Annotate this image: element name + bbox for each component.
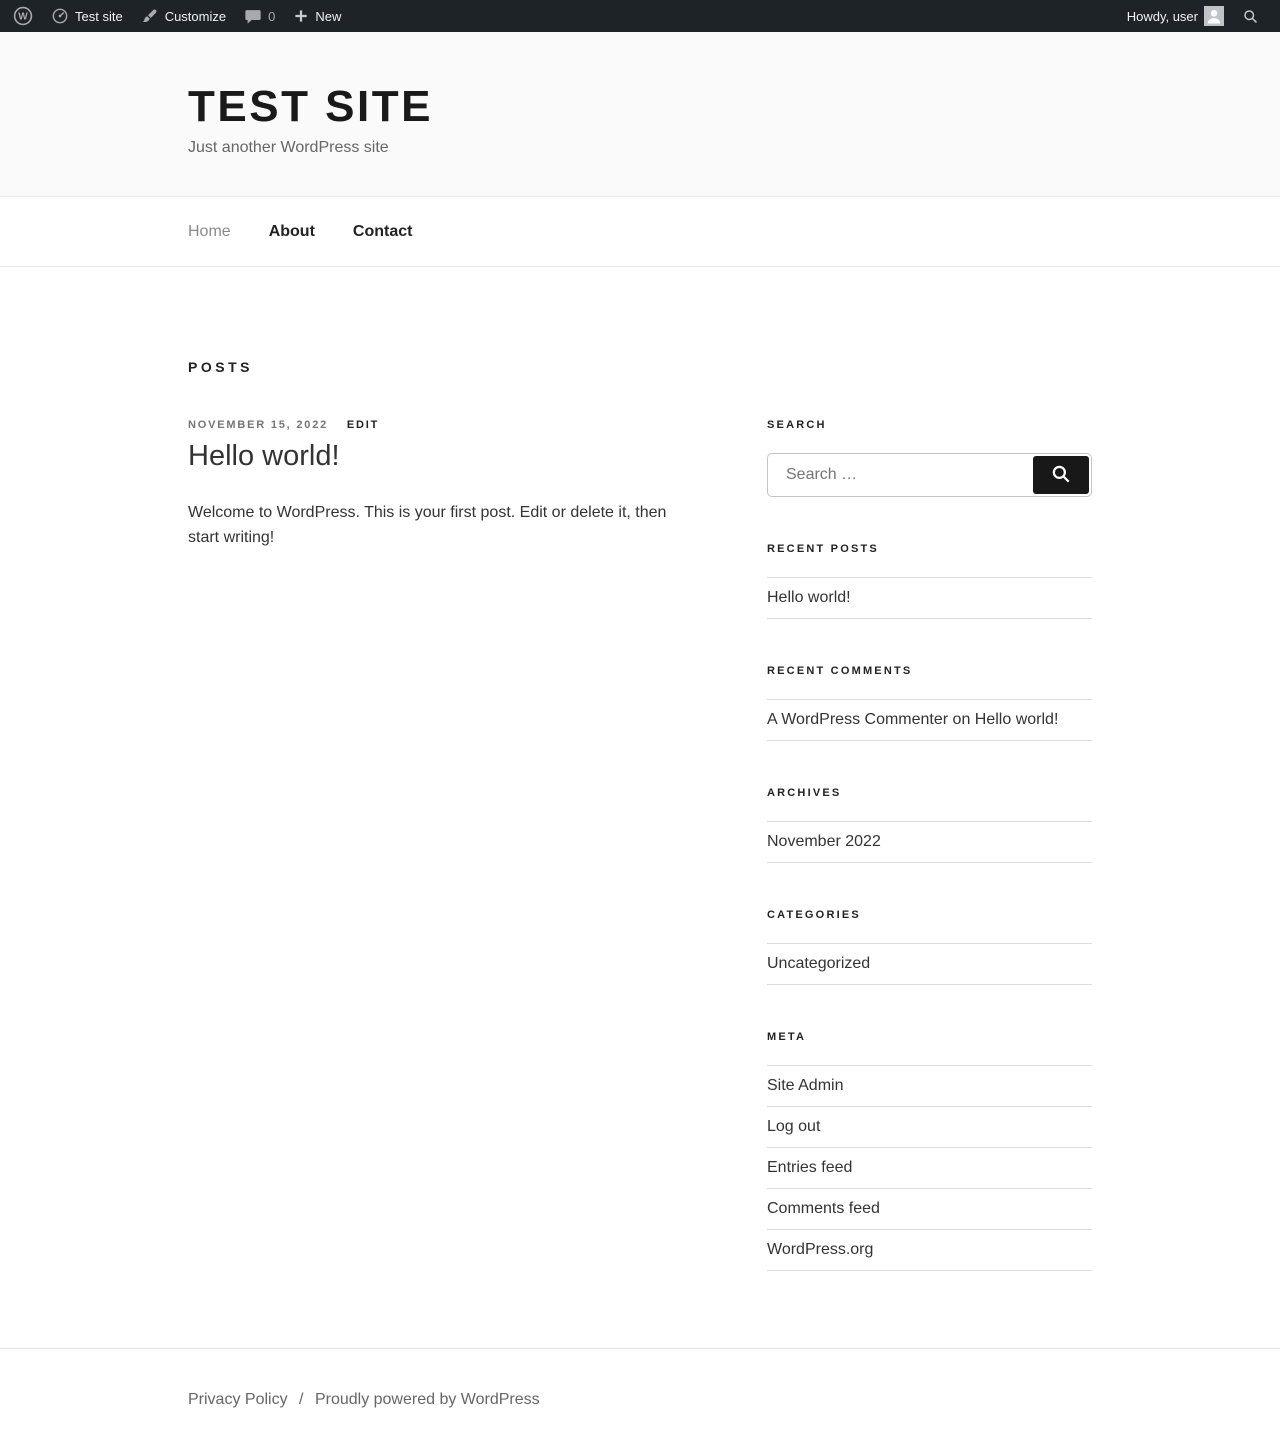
category-link[interactable]: Uncategorized: [767, 955, 871, 972]
site-title: [188, 82, 1092, 132]
list-item: [767, 1230, 1092, 1271]
admin-bar-howdy-label: Howdy, user: [1126, 8, 1198, 24]
meta-entries-feed-link[interactable]: Entries feed: [767, 1159, 853, 1176]
post-meta: [188, 419, 703, 431]
list-item: [767, 944, 1092, 985]
recent-posts-widget: [767, 543, 1092, 619]
post-title-link[interactable]: Hello world!: [188, 440, 340, 472]
list-item: [767, 1148, 1092, 1189]
recent-post-link[interactable]: Hello world!: [767, 589, 851, 606]
admin-bar-comment-count: 0: [268, 8, 276, 24]
dashboard-gauge-icon: [51, 7, 69, 25]
plus-icon: [293, 8, 309, 24]
comment-author-link[interactable]: A WordPress Commenter: [767, 711, 949, 728]
powered-by-link[interactable]: Proudly powered by WordPress: [314, 1391, 540, 1408]
admin-bar-new[interactable]: [284, 0, 350, 32]
comment-connector: on: [952, 711, 971, 728]
meta-log-out-link[interactable]: Log out: [767, 1118, 821, 1135]
nav-item-contact[interactable]: Contact: [352, 222, 413, 240]
privacy-policy-link[interactable]: Privacy Policy: [188, 1391, 288, 1408]
meta-site-admin-link[interactable]: Site Admin: [767, 1077, 844, 1094]
post-title: [188, 440, 703, 473]
wp-logo-menu[interactable]: [4, 0, 42, 32]
admin-bar-customize[interactable]: [132, 0, 235, 32]
recent-posts-title: RECENT POSTS: [767, 543, 879, 555]
post-edit-link[interactable]: EDIT: [346, 419, 380, 431]
admin-bar-search[interactable]: [1233, 0, 1268, 32]
sidebar: [767, 419, 1092, 1317]
archives-widget: [767, 787, 1092, 863]
meta-comments-feed-link[interactable]: Comments feed: [767, 1200, 880, 1217]
search-form: [767, 453, 1092, 497]
categories-widget: [767, 909, 1092, 985]
site-header: [0, 32, 1280, 197]
archives-title: ARCHIVES: [767, 787, 842, 799]
wordpress-logo-icon: [13, 6, 33, 26]
search-widget: [767, 419, 1092, 497]
search-icon: [1050, 463, 1072, 488]
page-title: POSTS: [188, 359, 253, 375]
posts-column: [188, 419, 703, 551]
admin-bar-my-account[interactable]: [1118, 0, 1233, 32]
search-icon: [1242, 8, 1259, 25]
site-tagline: Just another WordPress site: [188, 139, 389, 156]
svg-text:W: W: [18, 11, 28, 23]
nav-item-home[interactable]: Home: [188, 222, 231, 240]
footer-separator: /: [299, 1391, 304, 1408]
list-item: [767, 1107, 1092, 1148]
search-widget-title: SEARCH: [767, 419, 827, 431]
comment-bubble-icon: [244, 7, 262, 25]
admin-bar-site-name[interactable]: [42, 0, 132, 32]
list-item: [767, 1189, 1092, 1230]
list-item: [767, 1066, 1092, 1107]
recent-comments-widget: [767, 665, 1092, 741]
paintbrush-icon: [141, 7, 159, 25]
list-item: [767, 700, 1092, 741]
avatar: [1204, 6, 1224, 26]
site-title-link[interactable]: TEST SITE: [188, 82, 433, 131]
meta-widget: [767, 1031, 1092, 1271]
list-item: [767, 822, 1092, 863]
site-footer: [0, 1348, 1280, 1445]
admin-bar-comments[interactable]: [235, 0, 284, 32]
archive-link[interactable]: November 2022: [767, 833, 881, 850]
post-article: [188, 419, 703, 551]
post-body: Welcome to WordPress. This is your first post. Edit or delete it, then start writing!: [188, 504, 667, 546]
admin-bar-site-name-label: Test site: [75, 8, 123, 24]
nav-item-about[interactable]: About: [268, 222, 315, 240]
list-item: [767, 578, 1092, 619]
admin-bar-new-label: New: [315, 8, 342, 24]
search-submit-button[interactable]: [1033, 456, 1089, 494]
admin-bar: [0, 0, 1280, 32]
post-date-link[interactable]: NOVEMBER 15, 2022: [188, 419, 329, 431]
admin-bar-customize-label: Customize: [164, 8, 227, 24]
commented-post-link[interactable]: Hello world!: [974, 711, 1059, 728]
site-content: [188, 267, 1092, 1348]
recent-comments-title: RECENT COMMENTS: [767, 665, 913, 677]
main-nav: [0, 197, 1280, 267]
meta-wordpress-org-link[interactable]: WordPress.org: [767, 1241, 874, 1258]
meta-title: META: [767, 1031, 807, 1043]
categories-title: CATEGORIES: [767, 909, 861, 921]
